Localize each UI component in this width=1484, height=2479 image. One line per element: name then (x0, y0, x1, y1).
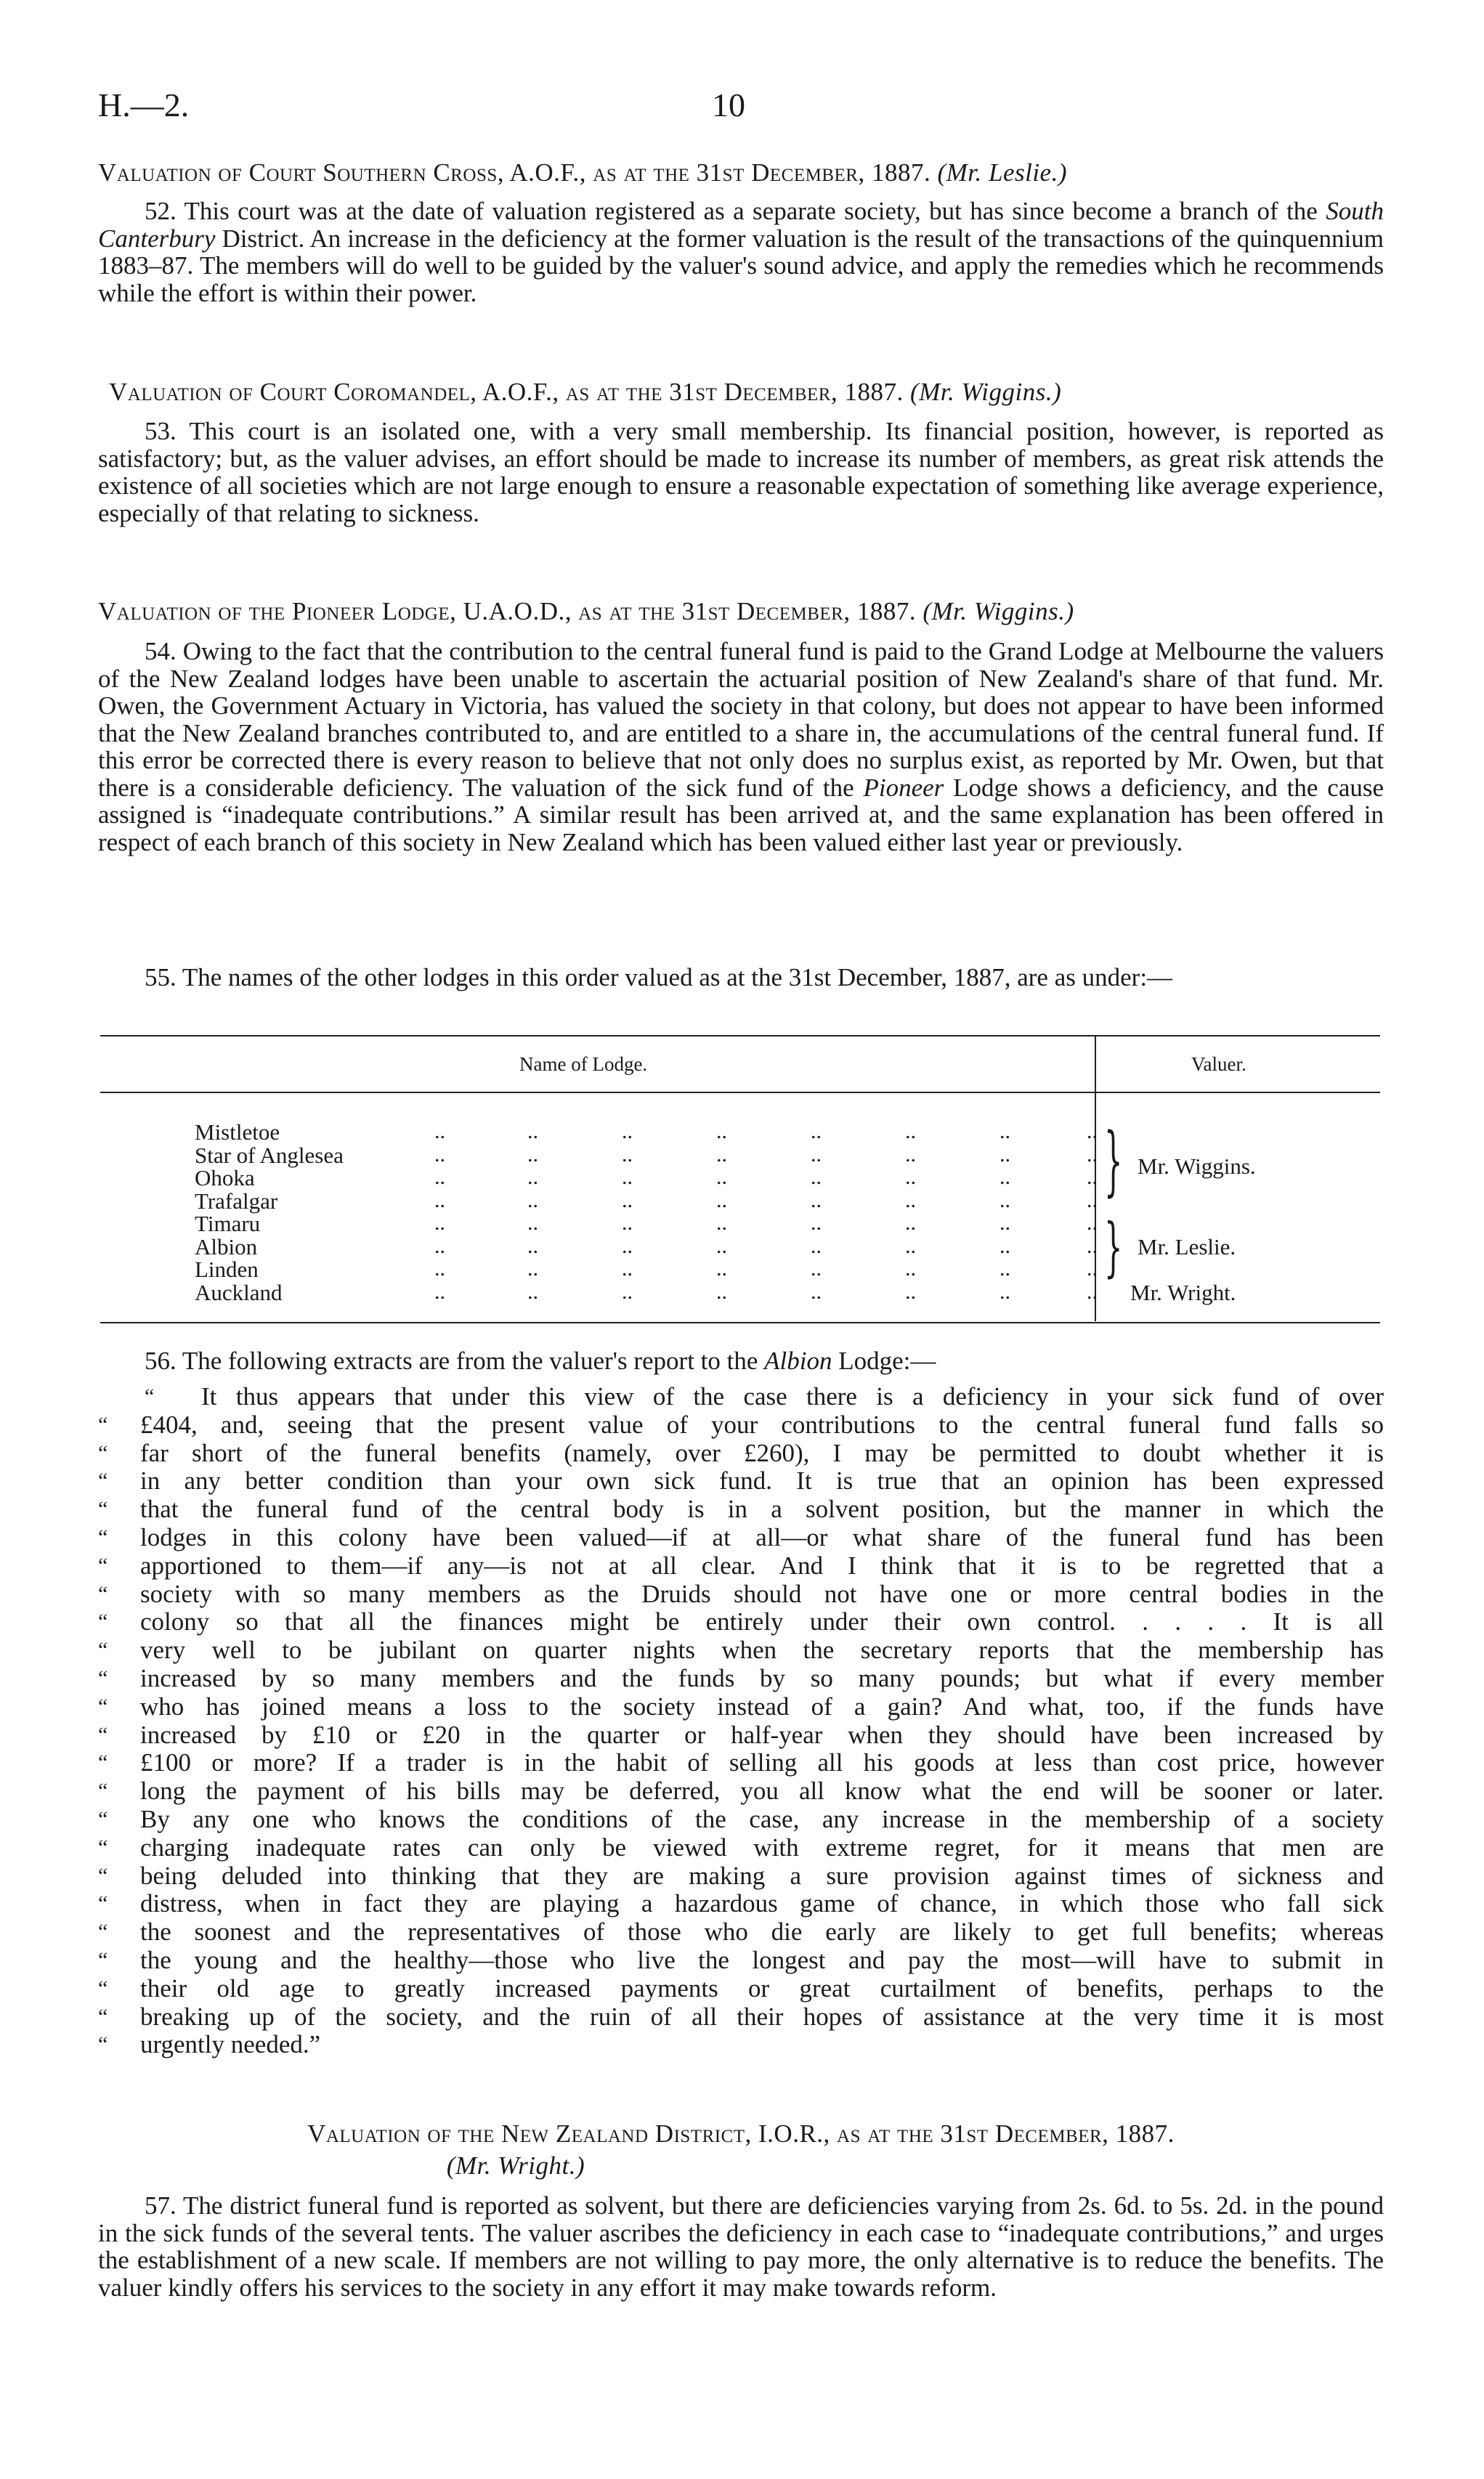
lodge-row (195, 1188, 1098, 1214)
leader-dots: .. (716, 1233, 727, 1258)
quote-line (98, 1890, 1384, 1918)
page-number: 10 (712, 86, 745, 123)
italic-term: Pioneer (863, 773, 944, 802)
leader-dots: .. (434, 1188, 445, 1212)
quote-line-text: in any better condition than your own sick fund. It is true that an opinion has been expressed (140, 1466, 1384, 1496)
quote-mark: “ (98, 1525, 108, 1549)
section-valuer-line (98, 2151, 933, 2180)
leader-dots: .. (434, 1211, 445, 1235)
document-code: H.—2. (98, 86, 190, 123)
quote-line-text: apportioned to them—if any—is not at all clear. And I think that it is to be regretted that a (140, 1551, 1384, 1580)
quote-line-text: charging inadequate rates can only be viewed with extreme regret, for it means that men are (140, 1833, 1384, 1862)
quote-mark: “ (98, 1947, 108, 1972)
leader-dots: .. (527, 1279, 538, 1304)
leader-dots: .. (1087, 1233, 1098, 1258)
brace-wiggins: } (1104, 1119, 1123, 1206)
leader-dots: .. (811, 1257, 822, 1281)
lodge-name: Auckland (195, 1279, 283, 1305)
quote-mark: “ (98, 1694, 108, 1719)
lodge-name: Star of Anglesea (195, 1142, 344, 1168)
lodge-row (195, 1142, 1098, 1168)
italic-term: South Canterbury (98, 197, 1384, 253)
quote-line-text: increased by £10 or £20 in the quarter or half-year when they should have been increased by (140, 1720, 1384, 1749)
lodge-name: Timaru (195, 1211, 261, 1236)
quote-line (98, 1806, 1384, 1834)
quote-line-text: far short of the funeral benefits (namely, over £260), I may be permitted to doubt whether it is (140, 1438, 1384, 1467)
quote-mark: “ (98, 1835, 108, 1859)
quote-line-text: lodges in this colony have been valued—if at all—or what share of the funeral fund has been (140, 1522, 1384, 1551)
section-heading-southern-cross (98, 158, 1384, 187)
column-header-name: Name of Lodge. (519, 1053, 648, 1075)
leader-dots: .. (716, 1165, 727, 1189)
leader-dots: .. (1000, 1279, 1010, 1304)
section-heading-pioneer (98, 597, 1384, 626)
leader-dots: .. (1087, 1165, 1098, 1189)
leader-dots: .. (811, 1233, 822, 1258)
leader-dots: .. (622, 1165, 633, 1189)
quote-mark: “ (98, 1469, 108, 1493)
leader-dots: .. (434, 1142, 445, 1167)
heading-text: Valuation of the New Zealand District, I.O.R., as at the 31st December, 1887. (307, 2119, 1175, 2148)
quote-mark: “ (98, 1779, 108, 1804)
leader-dots: .. (622, 1257, 633, 1281)
lodge-row (195, 1165, 1098, 1190)
quote-mark: “ (98, 1891, 108, 1916)
quote-line (98, 1467, 1384, 1496)
quote-line (98, 1636, 1384, 1665)
valuer-wright: Mr. Wright. (1130, 1280, 1236, 1305)
paragraph-text: District. An increase in the deficiency at the former valuation is the result of the transactions of the quinquennium 1883–87. The members will do well to be guided by the valuer's sound advice, and apply the remedies which he recommends while the effort is within their power. (98, 224, 1384, 307)
table-header-rule (100, 1092, 1380, 1093)
leader-dots: .. (1087, 1211, 1098, 1235)
heading-valuer: (Mr. Wiggins.) (909, 378, 1062, 406)
leader-dots: .. (811, 1165, 822, 1189)
leader-dots: .. (905, 1119, 916, 1143)
quote-mark: “ (98, 1863, 108, 1888)
leader-dots: .. (434, 1279, 445, 1304)
table-top-rule (100, 1035, 1380, 1036)
leader-dots: .. (811, 1211, 822, 1235)
quote-line (98, 1975, 1384, 2003)
leader-dots: .. (811, 1142, 822, 1167)
lodge-name: Albion (195, 1233, 258, 1259)
leader-dots: .. (1000, 1165, 1010, 1189)
leader-dots: .. (527, 1119, 538, 1143)
lodge-row (195, 1257, 1098, 1282)
quote-mark: “ (98, 1638, 108, 1663)
leader-dots: .. (622, 1188, 633, 1212)
quote-line-text: that the funeral fund of the central body is in a solvent position, but the manner in which the (140, 1495, 1384, 1524)
leader-dots: .. (434, 1257, 445, 1281)
quote-mark: “ (98, 1610, 108, 1634)
leader-dots: .. (1000, 1142, 1010, 1167)
paragraph-text: Lodge shows a deficiency, and the cause assigned is “inadequate contributions.” A similar result has been arrived at, and the same explanation has been offered in respect of each branch of this society in New Zealand which has been valued either last year or previously. (98, 773, 1384, 856)
leader-dots: .. (622, 1211, 633, 1235)
heading-text: Valuation of the Pioneer Lodge, U.A.O.D., as at the 31st December, 1887. (98, 597, 917, 625)
leader-dots: .. (716, 1279, 727, 1304)
quote-mark: “ (98, 2004, 108, 2029)
leader-dots: .. (1000, 1211, 1010, 1235)
paragraph-52 (98, 198, 1384, 307)
quote-mark: “ (145, 1384, 155, 1408)
quote-line (98, 1749, 1384, 1777)
brace-leslie: } (1104, 1212, 1123, 1286)
quote-mark: “ (98, 1440, 108, 1465)
leader-dots: .. (716, 1211, 727, 1235)
leader-dots: .. (716, 1142, 727, 1167)
leader-dots: .. (1087, 1257, 1098, 1281)
leader-dots: .. (527, 1188, 538, 1212)
paragraph-text: 54. Owing to the fact that the contribution to the central funeral fund is paid to the Grand Lodge at Melbourne the valuers of the New Zealand lodges have been unable to ascertain the actuarial position of New Zealand's share of that fund. Mr. Owen, the Government Actuary in Victoria, has valued the society in that colony, but does not appear to have been informed that the New Zealand branches contributed to, and are entitled to a share in, the accumulations of the central funeral fund. If this error be corrected there is every reason to believe that not only does no surplus exist, as reported by Mr. Owen, but that there is a considerable deficiency. The valuation of the sick fund of the (98, 637, 1384, 802)
leader-dots: .. (905, 1233, 916, 1258)
quote-line-text: increased by so many members and the funds by so many pounds; but what if every member (140, 1663, 1384, 1692)
quote-line (98, 1524, 1384, 1552)
leader-dots: .. (434, 1119, 445, 1143)
leader-dots: .. (527, 1165, 538, 1189)
leader-dots: .. (811, 1188, 822, 1212)
quote-line-text: It thus appears that under this view of the case there is a deficiency in your sick fund of over (201, 1382, 1384, 1411)
section-heading-coromandel (109, 378, 1395, 407)
leader-dots: .. (622, 1233, 633, 1258)
valuer-leslie: Mr. Leslie. (1138, 1234, 1236, 1259)
quote-line-text: breaking up of the society, and the ruin of all their hopes of assistance at the very time it is most (140, 2002, 1384, 2031)
leader-dots: .. (811, 1119, 822, 1143)
quote-mark: “ (98, 1976, 108, 2000)
quote-line-text: £100 or more? If a trader is in the habit of selling all his goods at less than cost price, however (140, 1748, 1384, 1777)
quote-line (98, 1581, 1384, 1609)
column-header-valuer: Valuer. (1191, 1053, 1246, 1075)
leader-dots: .. (527, 1142, 538, 1167)
quote-line-text: society with so many members as the Druids should not have one or more central bodies in the (140, 1579, 1384, 1608)
leader-dots: .. (716, 1188, 727, 1212)
quote-line (98, 1834, 1384, 1862)
lodge-row (195, 1279, 1098, 1305)
section-heading-nz-district (98, 2119, 1384, 2149)
leader-dots: .. (716, 1257, 727, 1281)
paragraph-text: Lodge:— (832, 1347, 936, 1375)
heading-text: Valuation of Court Southern Cross, A.O.F., as at the 31st December, 1887. (98, 158, 931, 187)
quote-mark: “ (98, 1581, 108, 1606)
lodge-name: Trafalgar (195, 1188, 278, 1214)
quote-line (98, 1721, 1384, 1750)
leader-dots: .. (905, 1279, 916, 1304)
leader-dots: .. (1087, 1188, 1098, 1212)
quote-line-text: very well to be jubilant on quarter nights when the secretary reports that the membership has (140, 1636, 1384, 1665)
leader-dots: .. (905, 1165, 916, 1189)
table-bottom-rule (100, 1322, 1380, 1323)
quote-line (98, 1411, 1384, 1440)
quote-mark: “ (98, 1806, 108, 1831)
quote-line-text: being deluded into thinking that they are making a sure provision against times of sickness and (140, 1861, 1384, 1890)
quote-line (98, 1665, 1384, 1693)
quote-line (98, 1918, 1384, 1947)
quote-line (98, 1383, 1384, 1411)
paragraph-57: 57. The district funeral fund is reported as solvent, but there are deficiencies varying from 2s. 6d. to 5s. 2d. in the pound in the sick funds of the several tents. The valuer ascribes the deficiency in each case to “inadequate contributions,” and urges the establishment of a new scale. If members are not willing to pay more, the only alternative is to reduce the benefits. The valuer kindly offers his services to the society in any effort it may make towards reform. (98, 2191, 1384, 2302)
paragraph-55: 55. The names of the other lodges in this order valued as at the 31st December, 1887, are as under:— (145, 963, 1173, 991)
quote-line-text: distress, when in fact they are playing a hazardous game of chance, in which those who fall sick (140, 1889, 1384, 1918)
quote-line-text: urgently needed.” (140, 2030, 321, 2059)
paragraph-54 (98, 638, 1384, 856)
leader-dots: .. (905, 1257, 916, 1281)
leader-dots: .. (434, 1165, 445, 1189)
quote-line (98, 1552, 1384, 1581)
quote-mark: “ (98, 1722, 108, 1747)
quote-line-text: long the payment of his bills may be deferred, you all know what the end will be sooner or later. (140, 1777, 1384, 1806)
lodge-name: Mistletoe (195, 1119, 280, 1145)
leader-dots: .. (527, 1211, 538, 1235)
quote-line-text: the soonest and the representatives of those who die early are likely to get full benefits; whereas (140, 1918, 1384, 1947)
quote-line (98, 1496, 1384, 1524)
quote-line-text: the young and the healthy—those who live the longest and pay the most—will have to submit in (140, 1945, 1384, 1974)
quote-line-text: colony so that all the finances might be entirely under their own control. . . . . It is all (140, 1607, 1384, 1636)
leader-dots: .. (1000, 1188, 1010, 1212)
quote-line-text: £404, and, seeing that the present value of your contributions to the central funeral fund falls so (140, 1410, 1384, 1439)
heading-valuer: (Mr. Wright.) (446, 2151, 585, 2180)
quote-mark: “ (98, 1553, 108, 1578)
albion-quote (98, 1383, 1384, 2059)
valuer-wiggins: Mr. Wiggins. (1138, 1153, 1256, 1179)
quote-mark: “ (98, 2032, 108, 2057)
quote-line (98, 2003, 1384, 2032)
leader-dots: .. (527, 1257, 538, 1281)
quote-mark: “ (98, 1665, 108, 1690)
lodge-row (195, 1211, 1098, 1236)
quote-mark: “ (98, 1750, 108, 1775)
lodge-row (195, 1233, 1098, 1259)
lodge-name: Linden (195, 1257, 259, 1282)
quote-line (98, 1777, 1384, 1806)
quote-line (98, 1693, 1384, 1721)
quote-line (98, 1440, 1384, 1468)
leader-dots: .. (1000, 1233, 1010, 1258)
quote-line-text: who has joined means a loss to the society instead of a gain? And what, too, if the funds have (140, 1692, 1384, 1721)
quote-mark: “ (98, 1920, 108, 1944)
quote-line-text: their old age to greatly increased payments or great curtailment of benefits, perhaps to the (140, 1973, 1384, 2003)
leader-dots: .. (622, 1142, 633, 1167)
italic-term: Albion (764, 1347, 832, 1375)
leader-dots: .. (1000, 1119, 1010, 1143)
leader-dots: .. (527, 1233, 538, 1258)
leader-dots: .. (905, 1211, 916, 1235)
paragraph-text: 56. The following extracts are from the valuer's report to the (145, 1347, 765, 1375)
leader-dots: .. (622, 1119, 633, 1143)
leader-dots: .. (905, 1188, 916, 1212)
quote-line (98, 1862, 1384, 1891)
paragraph-53: 53. This court is an isolated one, with a very small membership. Its financial position, however, is reported as satisfactory; but, as the valuer advises, an effort should be made to increase its number of members, as great risk attends the existence of all societies which are not large enough to ensure a reasonable expectation of something like average experience, especially of that relating to sickness. (98, 417, 1384, 527)
paragraph-text: 52. This court was at the date of valuation registered as a separate society, but has since become a branch of the (145, 197, 1326, 225)
heading-text: Valuation of Court Coromandel, A.O.F., as at the 31st December, 1887. (109, 378, 904, 406)
heading-valuer: (Mr. Wiggins.) (923, 597, 1074, 625)
leader-dots: .. (622, 1279, 633, 1304)
paragraph-56-intro (98, 1347, 1384, 1375)
lodge-name: Ohoka (195, 1165, 255, 1190)
leader-dots: .. (716, 1119, 727, 1143)
quote-mark: “ (98, 1412, 108, 1437)
leader-dots: .. (811, 1279, 822, 1304)
leader-dots: .. (1087, 1142, 1098, 1167)
quote-line-text: By any one who knows the conditions of the case, any increase in the membership of a society (140, 1804, 1384, 1833)
quote-line (98, 1947, 1384, 1975)
leader-dots: .. (1000, 1257, 1010, 1281)
heading-valuer: (Mr. Leslie.) (937, 158, 1067, 187)
leader-dots: .. (905, 1142, 916, 1167)
quote-line (98, 1608, 1384, 1636)
lodge-row (195, 1119, 1098, 1145)
leader-dots: .. (1087, 1119, 1098, 1143)
quote-line (98, 2031, 1384, 2059)
quote-mark: “ (98, 1497, 108, 1522)
leader-dots: .. (434, 1233, 445, 1258)
leader-dots: .. (1087, 1279, 1098, 1304)
